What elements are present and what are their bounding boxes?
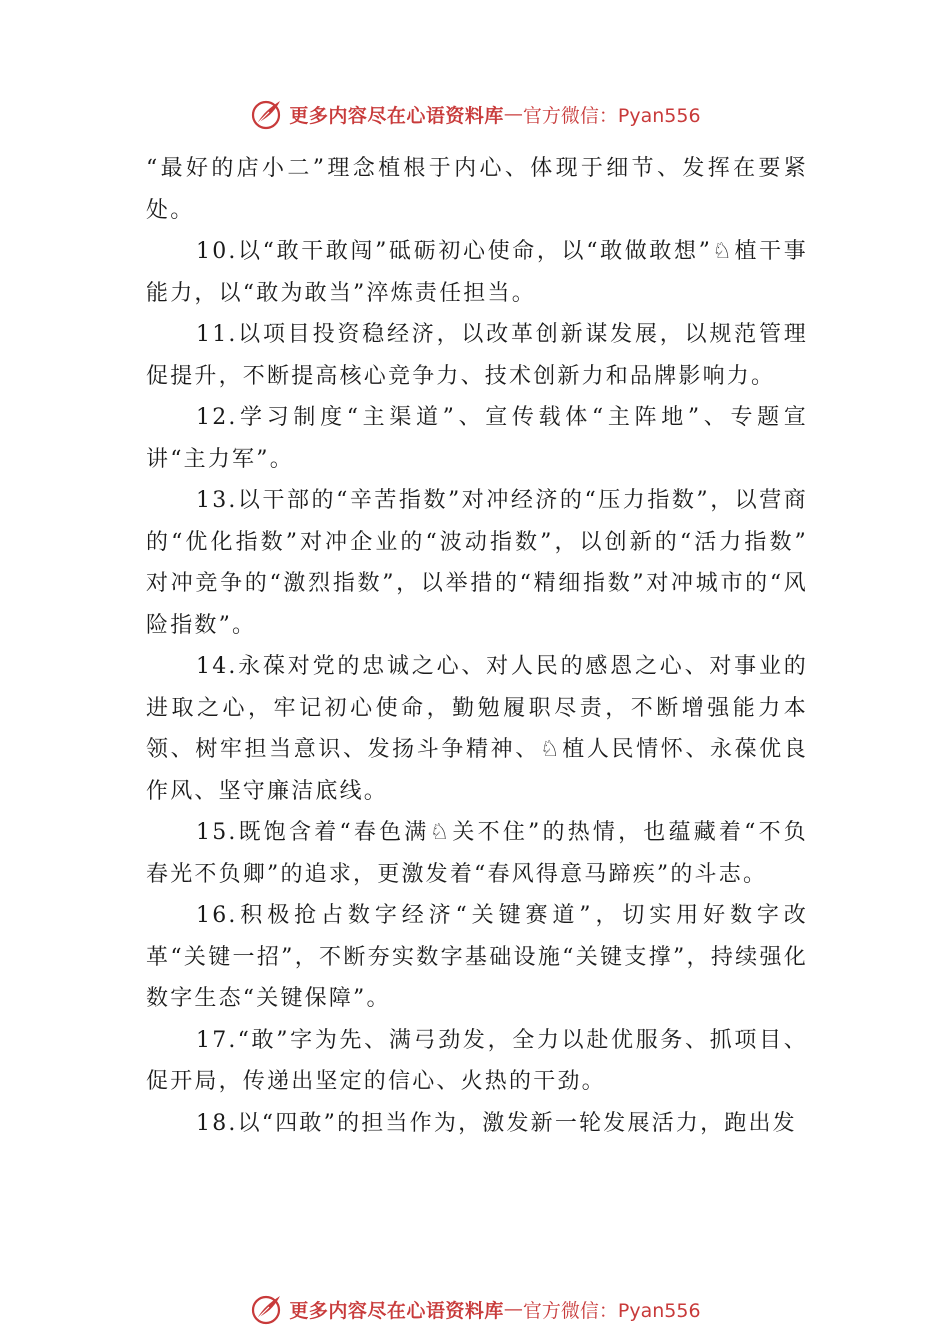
paragraph: 10.以“敢干敢闯”砥砺初心使命，以“敢做敢想”♘植干事能力，以“敢为敢当”淬炼责任担当。 bbox=[146, 239, 808, 306]
quill-pen-circle-icon bbox=[249, 1291, 285, 1327]
paragraph: 16.积极抢占数字经济“关键赛道”，切实用好数字改革“关键一招”，不断夯实数字基础设施“关键支撑”，持续强化数字生态“关键保障”。 bbox=[146, 903, 808, 1011]
paragraph: 18.以“四敢”的担当作为，激发新一轮发展活力，跑出发 bbox=[196, 1110, 797, 1136]
banner-title: 更多内容尽在心语资料库 bbox=[289, 104, 504, 127]
banner-wechat: 官方微信：Pyan556 bbox=[522, 104, 701, 127]
paragraph: 15.既饱含着“春色满♘关不住”的热情，也蕴藏着“不负春光不负卿”的追求，更激发着“春风得意马蹄疾”的斗志。 bbox=[146, 820, 808, 887]
banner-wechat: 官方微信：Pyan556 bbox=[522, 1299, 701, 1322]
banner-separator: — bbox=[503, 1298, 523, 1320]
banner-title: 更多内容尽在心语资料库 bbox=[289, 1299, 504, 1322]
footer-banner bbox=[0, 1287, 950, 1331]
quill-pen-circle-icon bbox=[249, 96, 285, 132]
paragraph: 11.以项目投资稳经济，以改革创新谋发展，以规范管理促提升，不断提高核心竞争力、技术创新力和品牌影响力。 bbox=[146, 322, 808, 389]
paragraph: “最好的店小二”理念植根于内心、体现于细节、发挥在要紧处。 bbox=[146, 156, 808, 223]
paragraph: 14.永葆对党的忠诚之心、对人民的感恩之心、对事业的进取之心，牢记初心使命，勤勉履职尽责，不断增强能力本领、树牢担当意识、发扬斗争精神、♘植人民情怀、永葆优良作风、坚守廉洁底线。 bbox=[146, 654, 808, 804]
paragraph: 13.以干部的“辛苦指数”对冲经济的“压力指数”，以营商的“优化指数”对冲企业的“波动指数”，以创新的“活力指数” 对冲竞争的“激烈指数”，以举措的“精细指数”对冲城市的“风险指数”。 bbox=[146, 488, 808, 638]
header-banner bbox=[0, 92, 950, 136]
paragraph: 17.“敢”字为先、满弓劲发，全力以赴优服务、抓项目、促开局，传递出坚定的信心、火热的干劲。 bbox=[146, 1027, 808, 1094]
banner-separator: — bbox=[503, 103, 523, 125]
document-body bbox=[146, 148, 808, 1144]
paragraph: 12.学习制度“主渠道”、宣传载体“主阵地”、专题宣讲“主力军”。 bbox=[146, 405, 808, 472]
